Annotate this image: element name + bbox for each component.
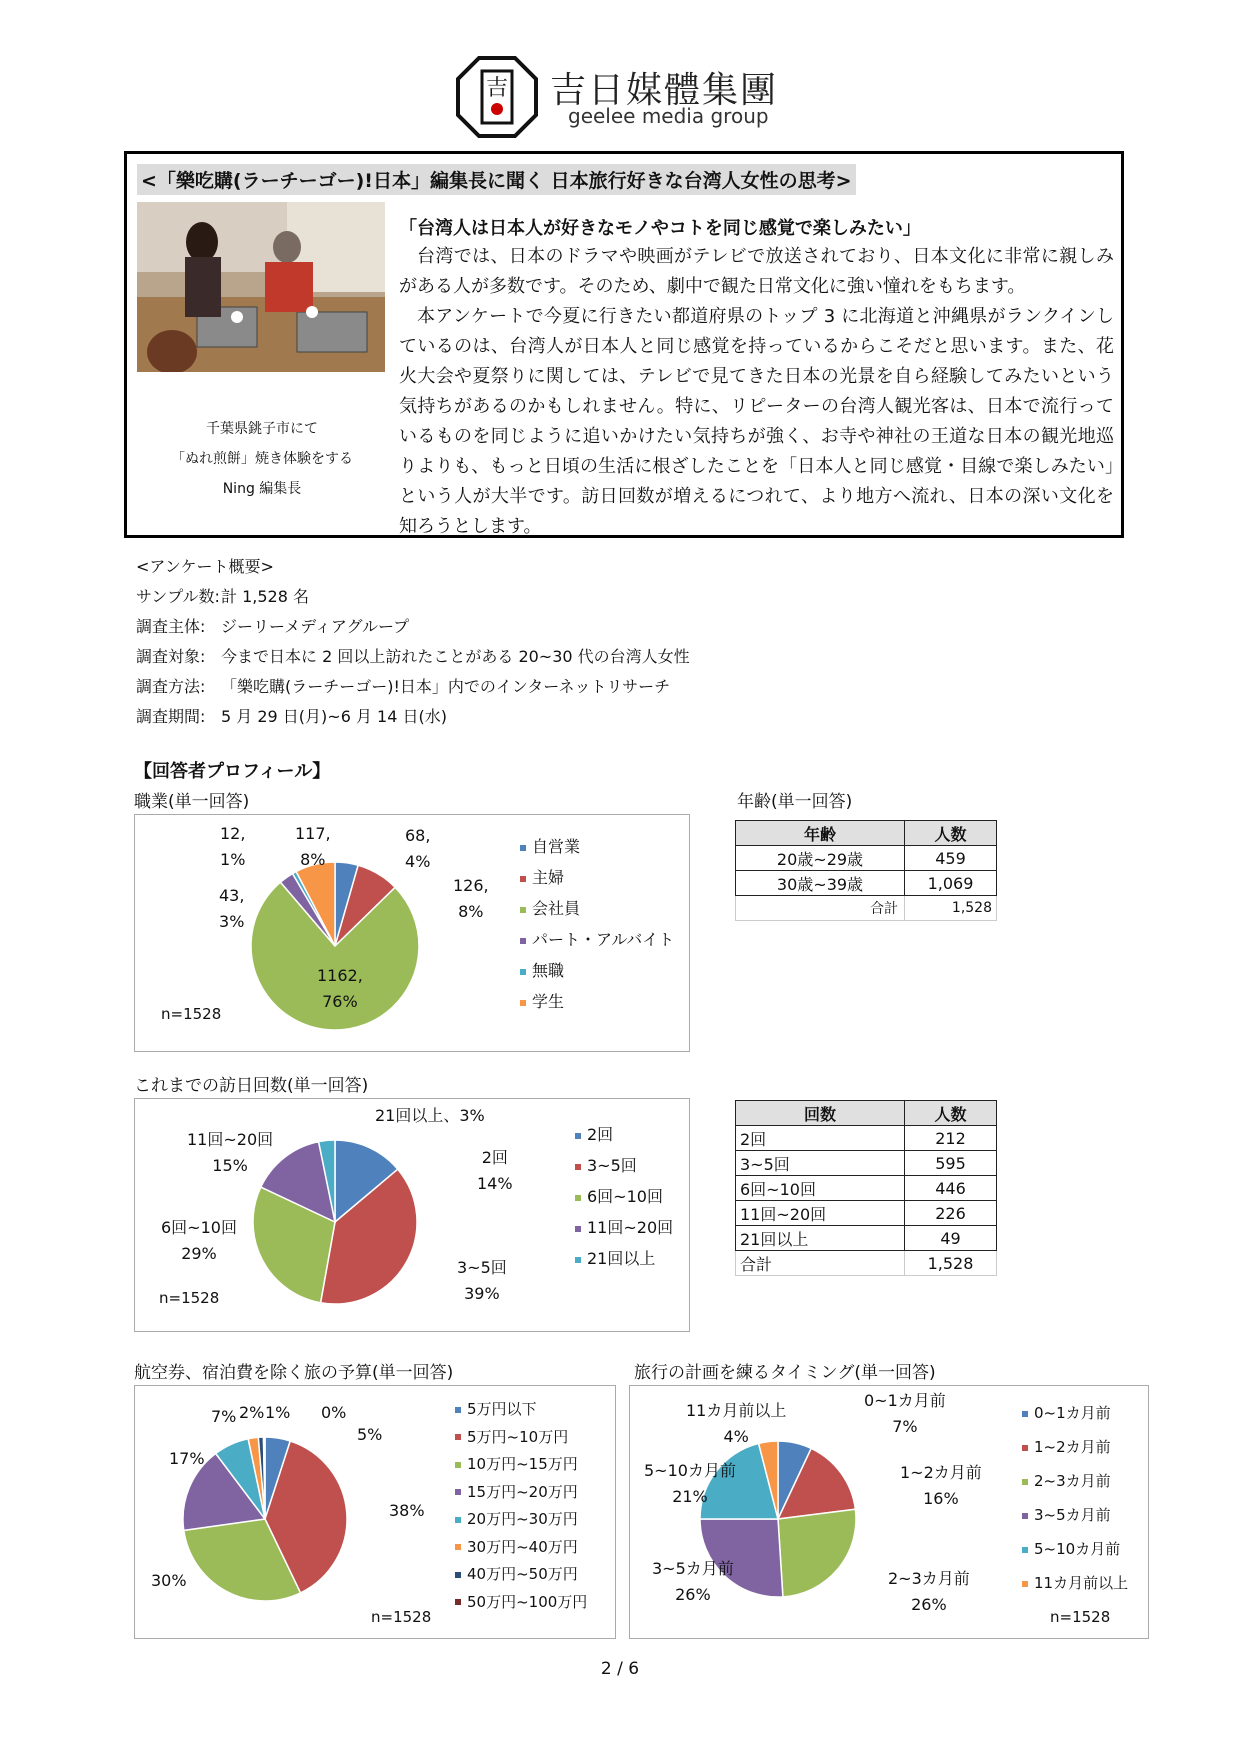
- table-row: [736, 1176, 997, 1201]
- timing-label-2to3: 2~3カ月前 26%: [888, 1569, 970, 1614]
- age-header-cell: 年齢: [736, 821, 905, 846]
- legend-item: [1022, 1464, 1128, 1498]
- legend-label: 0~1カ月前: [1034, 1404, 1111, 1422]
- legend-swatch: [1022, 1547, 1028, 1553]
- legend-swatch: [455, 1599, 461, 1605]
- timing-label-11plus: 11カ月前以上 4%: [686, 1401, 787, 1446]
- legend-label: 1~2カ月前: [1034, 1438, 1111, 1456]
- visits-cell: 446: [905, 1176, 997, 1201]
- age-cell: 459: [905, 846, 997, 871]
- age-header-cell: 人数: [905, 821, 997, 846]
- legend-item: [520, 831, 674, 862]
- legend-label: 会社員: [532, 899, 581, 918]
- legend-label: 30万円~40万円: [467, 1537, 578, 1556]
- legend-swatch: [455, 1572, 461, 1578]
- age-total-value: 1,528: [905, 896, 997, 921]
- occupation-label-unemployed: 12, 1%: [220, 824, 246, 869]
- legend-swatch: [1022, 1513, 1028, 1519]
- legend-label: 6回~10回: [587, 1187, 663, 1206]
- interview-paragraph: 本アンケートで今夏に行きたい都道府県のトップ 3 に北海道と沖縄県がランクインしているのは、台湾人が日本人と同じ感覚を持っているからこそだと思います。また、花火大会や夏祭りに関しては、テレビで見てきた日本の光景を自ら経験してみたいという気持ちがあるのかもしれません。特に、リピーターの台湾人観光客は、日本で流行っているものを同じように追いかけたい気持ちが強く、お寺や神社の王道な日本の観光地巡りよりも、もっと日頃の生活に根ざしたことを「日本人と同じ感覚・目線で楽しみたい」という人が大半です。訪日回数が増えるにつれて、より地方へ流れ、日本の深い文化を知ろうとします。: [399, 306, 1114, 537]
- legend-label: 3~5回: [587, 1156, 637, 1175]
- table-total-row: [736, 1251, 997, 1276]
- visits-cell: 49: [905, 1226, 997, 1251]
- legend-item: [520, 862, 674, 893]
- legend-item: [1022, 1430, 1128, 1464]
- caption-line: 「ぬれ煎餅」焼き体験をする: [171, 451, 353, 467]
- timing-label-1to2: 1~2カ月前 16%: [900, 1463, 982, 1508]
- legend-item: [575, 1243, 673, 1274]
- legend-item: [520, 986, 674, 1017]
- visits-cell: 3~5回: [736, 1151, 905, 1176]
- visits-title: これまでの訪日回数(単一回答): [134, 1076, 369, 1096]
- legend-item: [520, 924, 674, 955]
- legend-swatch: [455, 1544, 461, 1550]
- pie-slice-2: [778, 1509, 856, 1597]
- age-cell: 30歳~39歳: [736, 871, 905, 896]
- legend-item: [455, 1506, 587, 1534]
- legend-label: 主婦: [532, 868, 565, 887]
- occupation-label-self-employed: 68, 4%: [405, 826, 431, 871]
- timing-label-3to5: 3~5カ月前 26%: [652, 1559, 734, 1604]
- visits-cell: 212: [905, 1126, 997, 1151]
- timing-label-0to1: 0~1カ月前 7%: [864, 1391, 946, 1436]
- budget-chart: [134, 1385, 616, 1639]
- legend-swatch: [575, 1257, 581, 1263]
- legend-item: [575, 1119, 673, 1150]
- visits-n: n=1528: [159, 1289, 220, 1307]
- visits-label-3to5: 3~5回 39%: [457, 1258, 507, 1303]
- legend-swatch: [520, 969, 526, 975]
- legend-item: [455, 1534, 587, 1562]
- logo-title: 吉日媒體集團: [550, 70, 779, 111]
- survey-label: 調査期間:: [136, 707, 206, 726]
- occupation-legend: [520, 831, 674, 1017]
- visits-label-2: 2回 14%: [477, 1148, 513, 1193]
- timing-label-5to10: 5~10カ月前 21%: [644, 1461, 736, 1506]
- legend-label: 20万円~30万円: [467, 1510, 578, 1528]
- legend-item: [455, 1561, 587, 1589]
- table-row: [736, 1226, 997, 1251]
- age-cell: 1,069: [905, 871, 997, 896]
- legend-swatch: [575, 1195, 581, 1201]
- budget-label-30to40: 2%: [239, 1403, 265, 1422]
- age-cell: 20歳~29歳: [736, 846, 905, 871]
- survey-value: 今まで日本に 2 回以上訪れたことがある 20~30 代の台湾人女性: [221, 647, 690, 666]
- visits-cell: 595: [905, 1151, 997, 1176]
- budget-label-40to50: 1%: [265, 1403, 291, 1422]
- legend-swatch: [520, 938, 526, 944]
- editor-photo: [137, 202, 385, 372]
- visits-table-header: [736, 1101, 997, 1126]
- legend-swatch: [520, 1000, 526, 1006]
- visits-header-cell: 人数: [905, 1101, 997, 1126]
- visits-table: [735, 1100, 997, 1276]
- legend-label: 3~5カ月前: [1034, 1506, 1111, 1524]
- survey-value: 計 1,528 名: [221, 587, 309, 606]
- interview-box: [124, 151, 1124, 538]
- occupation-label-housewife: 126, 8%: [453, 876, 489, 921]
- legend-label: 40万円~50万円: [467, 1565, 578, 1583]
- timing-title: 旅行の計画を練るタイミング(単一回答): [634, 1363, 936, 1383]
- legend-label: 学生: [532, 992, 565, 1011]
- visits-cell: 21回以上: [736, 1226, 905, 1251]
- visits-cell: 11回~20回: [736, 1201, 905, 1226]
- occupation-label-employee: 1162, 76%: [317, 966, 363, 1011]
- legend-item: [455, 1479, 587, 1507]
- age-table-header: [736, 821, 997, 846]
- legend-swatch: [1022, 1411, 1028, 1417]
- visits-label-21plus: 21回以上、3%: [375, 1106, 485, 1125]
- occupation-label-student: 117, 8%: [295, 824, 331, 869]
- legend-label: 2回: [587, 1125, 614, 1144]
- budget-label-15to20: 17%: [169, 1449, 205, 1468]
- survey-row: [136, 702, 690, 732]
- caption-line: Ning 編集長: [222, 481, 302, 497]
- visits-legend: [575, 1119, 673, 1274]
- logo-subtitle: geelee media group: [568, 104, 769, 128]
- legend-item: [520, 955, 674, 986]
- profile-heading: 【回答者プロフィール】: [134, 761, 331, 782]
- legend-label: 5万円~10万円: [467, 1427, 569, 1446]
- legend-swatch: [1022, 1445, 1028, 1451]
- legend-label: 5~10カ月前: [1034, 1540, 1121, 1558]
- age-total-label: 合計: [736, 896, 905, 921]
- visits-total-value: 1,528: [905, 1251, 997, 1276]
- legend-item: [455, 1589, 587, 1617]
- legend-swatch: [520, 845, 526, 851]
- survey-row: [136, 642, 690, 672]
- table-row: [736, 1126, 997, 1151]
- legend-swatch: [1022, 1581, 1028, 1587]
- photo-caption: [137, 414, 387, 504]
- legend-swatch: [455, 1407, 461, 1413]
- survey-label: 調査対象:: [136, 647, 206, 666]
- legend-swatch: [1022, 1479, 1028, 1485]
- occupation-chart: [134, 814, 690, 1052]
- legend-item: [520, 893, 674, 924]
- budget-label-5to10: 5%: [357, 1425, 383, 1444]
- visits-cell: 226: [905, 1201, 997, 1226]
- timing-legend: [1022, 1396, 1128, 1600]
- survey-overview: [136, 552, 690, 732]
- budget-label-10to15: 30%: [151, 1571, 187, 1590]
- interview-title: 「台湾人は日本人が好きなモノやコトを同じ感覚で楽しみたい」: [399, 218, 921, 239]
- logo-mark: [455, 55, 539, 139]
- legend-swatch: [520, 876, 526, 882]
- legend-item: [455, 1396, 587, 1424]
- visits-total-label: 合計: [736, 1251, 905, 1276]
- legend-swatch: [575, 1226, 581, 1232]
- legend-swatch: [455, 1434, 461, 1440]
- survey-label: 調査主体:: [136, 617, 206, 636]
- survey-row: [136, 582, 690, 612]
- legend-item: [1022, 1532, 1128, 1566]
- budget-n: n=1528: [371, 1608, 432, 1626]
- page-number: 2 / 6: [600, 1659, 640, 1679]
- legend-label: パート・アルバイト: [532, 930, 675, 949]
- table-row: [736, 1151, 997, 1176]
- visits-label-11to20: 11回~20回 15%: [187, 1130, 274, 1175]
- survey-label: サンプル数:: [136, 587, 220, 606]
- legend-item: [575, 1150, 673, 1181]
- legend-swatch: [455, 1489, 461, 1495]
- legend-swatch: [575, 1164, 581, 1170]
- survey-value: 5 月 29 日(月)~6 月 14 日(水): [221, 707, 447, 726]
- visits-header-cell: 回数: [736, 1101, 905, 1126]
- legend-item: [575, 1212, 673, 1243]
- legend-label: 無職: [532, 961, 565, 980]
- legend-swatch: [455, 1517, 461, 1523]
- age-table: [735, 820, 997, 921]
- budget-label-5to10man: 38%: [389, 1501, 425, 1520]
- table-total-row: [736, 896, 997, 921]
- legend-label: 11カ月前以上: [1034, 1574, 1129, 1592]
- logo-mark-text: 吉: [485, 76, 509, 101]
- legend-swatch: [575, 1133, 581, 1139]
- occupation-title: 職業(単一回答): [134, 792, 250, 812]
- legend-label: 50万円~100万円: [467, 1592, 588, 1611]
- budget-title: 航空券、宿泊費を除く旅の予算(単一回答): [134, 1363, 454, 1383]
- legend-swatch: [520, 907, 526, 913]
- legend-label: 2~3カ月前: [1034, 1472, 1111, 1490]
- legend-label: 5万円以下: [467, 1400, 537, 1418]
- survey-label: 調査方法:: [136, 677, 206, 696]
- legend-label: 自営業: [532, 837, 581, 856]
- interview-paragraph: 台湾では、日本のドラマや映画がテレビで放送されており、日本文化に非常に親しみがある人が多数です。そのため、劇中で観た日常文化に強い憧れをもちます。: [399, 246, 1114, 297]
- timing-chart: [629, 1385, 1149, 1639]
- timing-n: n=1528: [1050, 1608, 1111, 1626]
- budget-label-50to100: 0%: [321, 1403, 347, 1422]
- visits-cell: 2回: [736, 1126, 905, 1151]
- legend-label: 10万円~15万円: [467, 1455, 578, 1473]
- occupation-n: n=1528: [161, 1005, 222, 1023]
- legend-item: [575, 1181, 673, 1212]
- legend-item: [1022, 1566, 1128, 1600]
- legend-label: 21回以上: [587, 1249, 656, 1268]
- interview-heading: <「樂吃購(ラーチーゴー)!日本」編集長に聞く 日本旅行好きな台湾人女性の思考>: [137, 164, 856, 195]
- survey-value: 「樂吃購(ラーチーゴー)!日本」内でのインターネットリサーチ: [221, 677, 671, 696]
- budget-label-20to30: 7%: [211, 1407, 237, 1426]
- visits-chart: [134, 1098, 690, 1332]
- legend-label: 11回~20回: [587, 1218, 674, 1237]
- legend-item: [1022, 1396, 1128, 1430]
- visits-label-6to10: 6回~10回 29%: [161, 1218, 237, 1263]
- interview-body: [399, 242, 1114, 542]
- caption-line: 千葉県銚子市にて: [206, 421, 318, 437]
- survey-row: [136, 672, 690, 702]
- age-title: 年齢(単一回答): [737, 792, 853, 812]
- budget-legend: [455, 1396, 587, 1616]
- visits-cell: 6回~10回: [736, 1176, 905, 1201]
- legend-swatch: [455, 1462, 461, 1468]
- table-row: [736, 846, 997, 871]
- legend-label: 15万円~20万円: [467, 1482, 578, 1501]
- survey-value: ジーリーメディアグループ: [221, 617, 410, 636]
- legend-item: [455, 1451, 587, 1479]
- table-row: [736, 871, 997, 896]
- occupation-label-parttime: 43, 3%: [219, 886, 245, 931]
- legend-item: [1022, 1498, 1128, 1532]
- legend-item: [455, 1424, 587, 1452]
- survey-heading: <アンケート概要>: [136, 557, 274, 576]
- table-row: [736, 1201, 997, 1226]
- survey-row: [136, 612, 690, 642]
